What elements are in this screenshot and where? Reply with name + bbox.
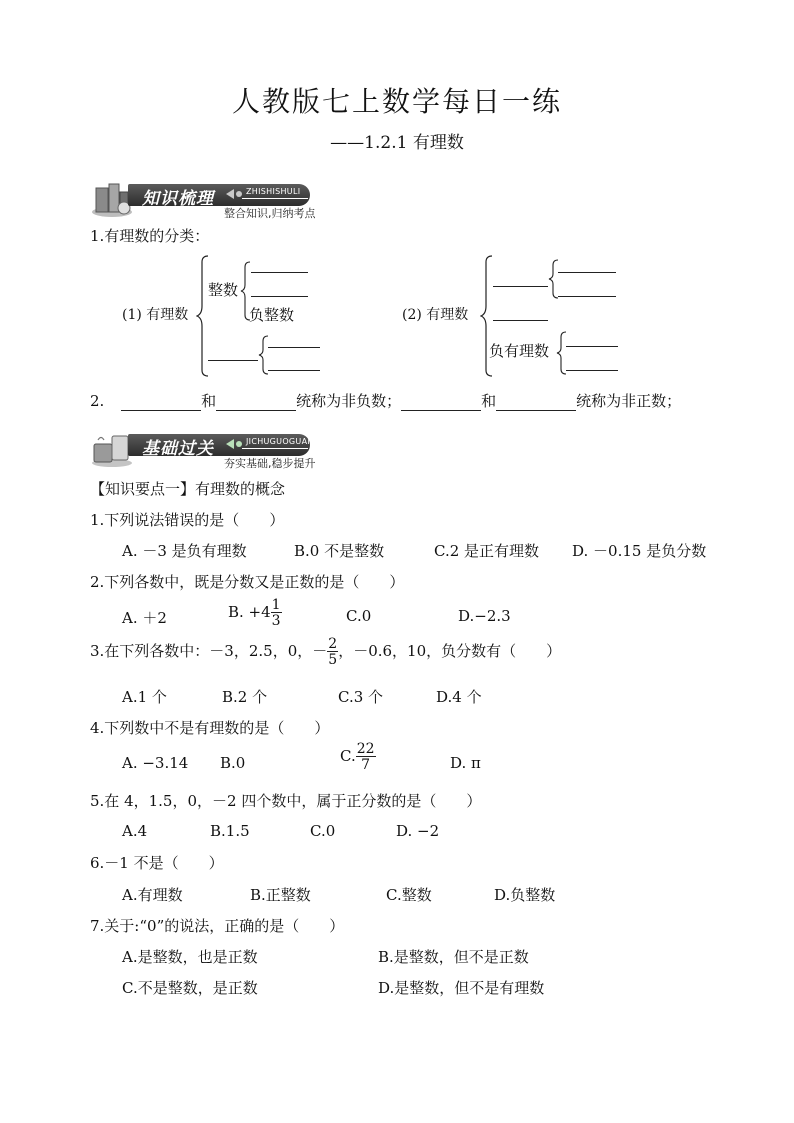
pointer-icon — [226, 439, 234, 449]
tree1-label: (1) 有理数 — [122, 307, 189, 323]
blank-input[interactable] — [566, 332, 618, 347]
question-stem: 5.在 4，1.5，0，－2 四个数中，属于正分数的是（ ） — [90, 792, 482, 810]
question-stem: 4.下列数中不是有理数的是（ ） — [90, 719, 330, 737]
nonpositive-text: 统称为非正数； — [576, 392, 682, 410]
blank-input[interactable] — [251, 282, 308, 297]
blank-input[interactable] — [493, 306, 548, 321]
nonnegative-question — [90, 390, 681, 411]
blank-input[interactable] — [121, 392, 201, 411]
banner-underline — [242, 198, 308, 199]
dot-icon — [236, 191, 242, 197]
option-a[interactable]: A.1 个 — [122, 688, 167, 706]
fraction-numerator: 1 — [271, 597, 281, 613]
fraction-denominator: 5 — [328, 652, 338, 668]
option-c[interactable]: C.不是整数，是正数 — [122, 979, 258, 997]
option-b[interactable]: B.0 — [220, 754, 246, 772]
banner-heading: 基础过关 — [142, 439, 214, 459]
banner-heading: 知识梳理 — [142, 189, 214, 209]
option-c[interactable]: C.0 — [310, 822, 336, 840]
option-a[interactable]: A. ＋2 — [122, 609, 167, 627]
question-number: 2. — [90, 392, 105, 410]
fraction-numerator: 22 — [356, 741, 375, 757]
nonnegative-text: 统称为非负数； — [296, 392, 402, 410]
option-c[interactable]: C.整数 — [386, 886, 432, 904]
banner-tagline: 夯实基础,稳步提升 — [224, 457, 316, 470]
option-a[interactable]: A. −3.14 — [122, 754, 189, 772]
option-c[interactable]: C.0 — [346, 607, 372, 625]
question-stem — [90, 637, 561, 667]
banner-pinyin: JICHUGUOGUAN — [246, 437, 314, 446]
and-text: 和 — [481, 392, 497, 410]
tree2-neg-rational: 负有理数 — [489, 342, 550, 360]
blank-input[interactable] — [493, 272, 548, 287]
fraction-denominator: 3 — [271, 613, 281, 629]
blank-input[interactable] — [496, 392, 576, 411]
option-c[interactable]: C.2 是正有理数 — [434, 542, 540, 560]
pointer-icon — [226, 189, 234, 199]
classification-prompt: 1.有理数的分类： — [90, 227, 210, 245]
option-d[interactable]: D.是整数，但不是有理数 — [378, 979, 545, 997]
option-c[interactable]: C.3 个 — [338, 688, 384, 706]
fraction-numerator: 2 — [328, 636, 338, 652]
question-stem: 1.下列说法错误的是（ ） — [90, 511, 285, 529]
tree2-label: (2) 有理数 — [402, 307, 469, 323]
option-c-text: C. — [340, 747, 356, 765]
option-a[interactable]: A.4 — [122, 822, 148, 840]
option-d[interactable]: D. π — [450, 754, 481, 772]
fraction — [327, 637, 338, 667]
option-a[interactable]: A. －3 是负有理数 — [122, 542, 247, 560]
blank-input[interactable] — [558, 258, 616, 273]
option-d[interactable]: D. －0.15 是负分数 — [572, 542, 707, 560]
question-stem-part: ，－0.6，10，负分数有（ ） — [338, 642, 562, 660]
banner-underline — [242, 448, 308, 449]
blank-input[interactable] — [251, 258, 308, 273]
option-b-text: B. +4 — [228, 603, 271, 621]
blank-input[interactable] — [268, 356, 320, 371]
option-d[interactable]: D.−2.3 — [458, 607, 511, 625]
question-stem: 6.－1 不是（ ） — [90, 854, 224, 872]
tree1-neg-int: 负整数 — [249, 306, 295, 324]
question-stem: 7.关于:“0”的说法，正确的是（ ） — [90, 917, 345, 935]
and-text: 和 — [201, 392, 217, 410]
section-banner-knowledge — [90, 180, 320, 220]
banner-pinyin: ZHISHISHULI — [246, 187, 301, 196]
section-label: 【知识要点一】有理数的概念 — [90, 480, 286, 498]
banner-tagline: 整合知识,归纳考点 — [224, 207, 316, 220]
fraction — [271, 598, 282, 628]
option-a[interactable]: A.是整数，也是正数 — [122, 948, 258, 966]
tree1-integers: 整数 — [208, 281, 239, 299]
section-banner-basics — [90, 430, 320, 470]
option-d[interactable]: D.负整数 — [494, 886, 556, 904]
dot-icon — [236, 441, 242, 447]
blank-input[interactable] — [401, 392, 481, 411]
option-b[interactable]: B.2 个 — [222, 688, 268, 706]
question-stem: 2.下列各数中，既是分数又是正数的是（ ） — [90, 573, 405, 591]
question-stem-part: 3.在下列各数中：－3，2.5，0，－ — [90, 642, 328, 660]
fraction — [356, 742, 376, 772]
blank-input[interactable] — [566, 356, 618, 371]
option-b[interactable]: B.1.5 — [210, 822, 250, 840]
page-title: 人教版七上数学每日一练 — [231, 85, 562, 118]
option-c[interactable] — [340, 742, 376, 772]
blank-input[interactable] — [558, 282, 616, 297]
option-b[interactable] — [228, 598, 282, 628]
option-d[interactable]: D. −2 — [396, 822, 440, 840]
blank-input[interactable] — [216, 392, 296, 411]
fraction-denominator: 7 — [361, 757, 371, 773]
option-a[interactable]: A.有理数 — [122, 886, 183, 904]
blank-input[interactable] — [208, 346, 258, 361]
option-b[interactable]: B.0 不是整数 — [294, 542, 385, 560]
option-b[interactable]: B.是整数，但不是正数 — [378, 948, 529, 966]
blank-input[interactable] — [268, 333, 320, 348]
option-b[interactable]: B.正整数 — [250, 886, 311, 904]
option-d[interactable]: D.4 个 — [436, 688, 482, 706]
page-subtitle: ——1.2.1 有理数 — [330, 133, 464, 153]
